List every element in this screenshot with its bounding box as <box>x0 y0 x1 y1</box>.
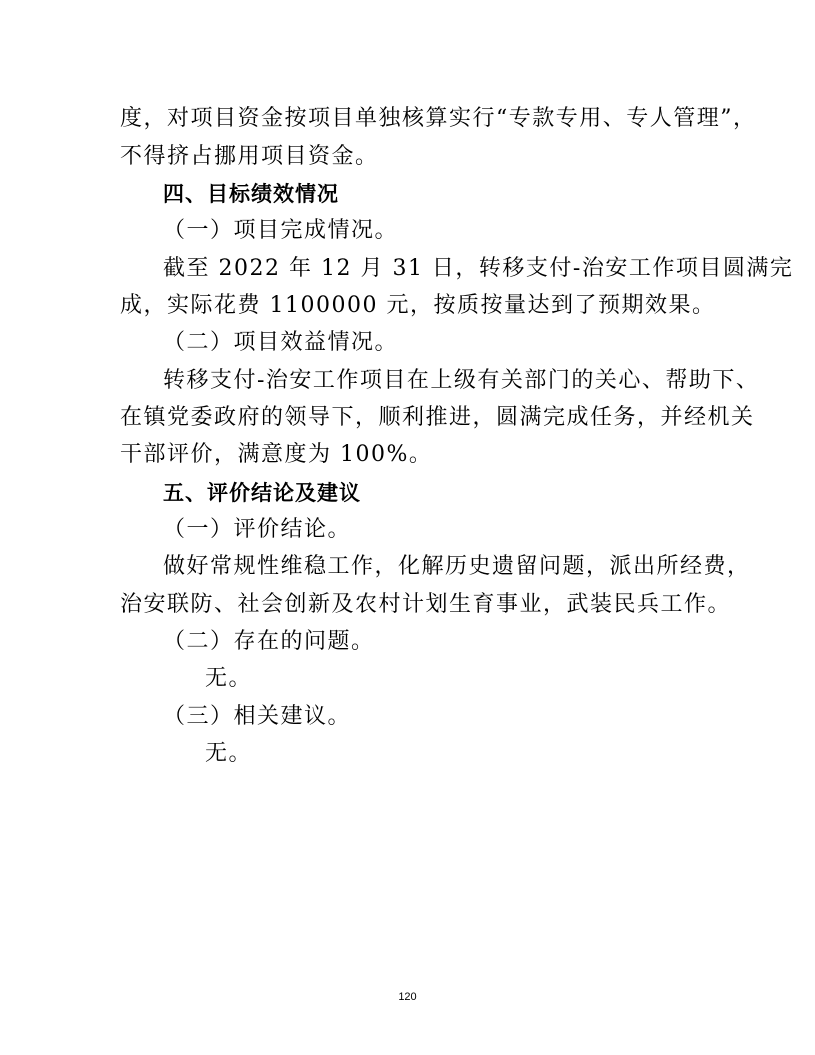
body-text-line: 无。 <box>205 666 253 691</box>
body-text-line: 成，实际花费 1100000 元，按质按量达到了预期效果。 <box>120 293 716 318</box>
section-heading: 五、评价结论及建议 <box>163 481 361 505</box>
body-text-line: 干部评价，满意度为 100%。 <box>120 442 433 467</box>
body-text-line: 治安联防、社会创新及农村计划生育事业，武装民兵工作。 <box>120 592 732 617</box>
body-text-line: 度，对项目资金按项目单独核算实行“专款专用、专人管理”， <box>120 106 757 131</box>
section-heading: 四、目标绩效情况 <box>163 182 339 206</box>
page-number: 120 <box>398 991 417 1003</box>
body-text-line: 做好常规性维稳工作，化解历史遗留问题，派出所经费， <box>163 554 751 579</box>
body-text-line: 在镇党委政府的领导下，顺利推进，圆满完成任务，并经机关 <box>120 405 755 430</box>
body-text-line: 截至 2022 年 12 月 31 日，转移支付-治安工作项目圆满完 <box>163 256 794 281</box>
body-text-line: 转移支付-治安工作项目在上级有关部门的关心、帮助下、 <box>163 368 760 393</box>
subsection-heading: （二）项目效益情况。 <box>163 330 399 355</box>
body-text-line: 不得挤占挪用项目资金。 <box>120 144 379 169</box>
subsection-heading: （二）存在的问题。 <box>163 629 375 654</box>
subsection-heading: （三）相关建议。 <box>163 704 352 729</box>
subsection-heading: （一）项目完成情况。 <box>163 218 399 243</box>
subsection-heading: （一）评价结论。 <box>163 517 352 542</box>
body-text-line: 无。 <box>205 741 253 766</box>
